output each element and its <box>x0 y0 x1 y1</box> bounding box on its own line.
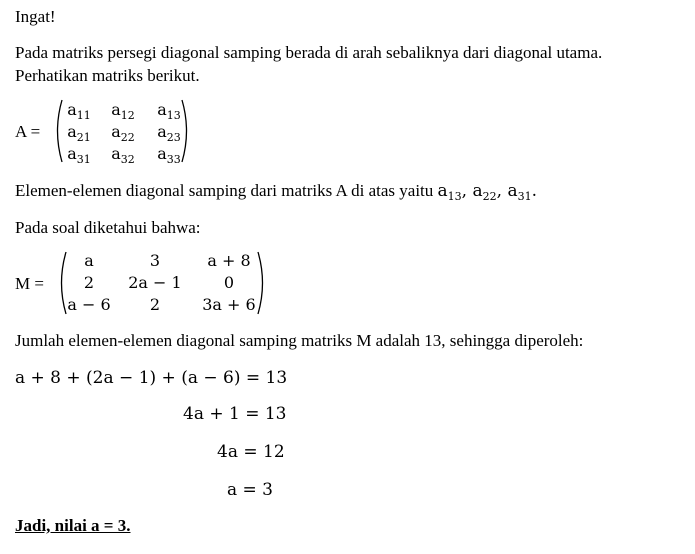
intro-line-1: Pada matriks persegi diagonal samping berada di arah sebaliknya dari diagonal utama. <box>15 43 603 62</box>
matrix-a-cell-22: $a_{22}$ <box>111 122 135 144</box>
step-1: a + 8 + (2a − 1) + (a − 6) = 13 <box>15 368 288 388</box>
step-3: 4a = 12 <box>217 442 285 462</box>
intro-line-2: Perhatikan matriks berikut. <box>15 66 200 85</box>
step-2: 4a + 1 = 13 <box>183 404 287 424</box>
anti-diagonal-elements: $a_{13}$, $a_{22}$, $a_{31}$. <box>437 181 537 203</box>
matrix-m-cell-11: a <box>84 251 94 270</box>
matrix-m-cell-23: 0 <box>223 273 235 292</box>
matrix-m-cell-22: 2a − 1 <box>128 273 182 292</box>
matrix-a-cell-21: $a_{21}$ <box>67 122 91 144</box>
matrix-a-cell-13: $a_{13}$ <box>157 100 181 122</box>
known-text: Pada soal diketahui bahwa: <box>15 218 201 237</box>
step-4: a = 3 <box>227 480 274 500</box>
matrix-a-cell-12: $a_{12}$ <box>111 100 135 122</box>
elements-sentence: Elemen-elemen diagonal samping dari matriks A di atas yaitu $a_{13}$, $a_{22}$, $a_{31}$. <box>15 181 537 203</box>
conclusion: Jadi, nilai a = 3. <box>15 516 131 535</box>
sum-sentence: Jumlah elemen-elemen diagonal samping matriks M adalah 13, sehingga diperoleh: <box>15 331 584 350</box>
matrix-m-cell-21: 2 <box>83 273 95 292</box>
heading: Ingat! <box>15 7 56 26</box>
matrix-m-cell-31: a − 6 <box>67 295 111 314</box>
matrix-a-cell-33: $a_{33}$ <box>157 144 181 166</box>
matrix-a-cell-11: $a_{11}$ <box>67 100 91 122</box>
matrix-a-cell-32: $a_{32}$ <box>111 144 135 166</box>
matrix-a-cell-31: $a_{31}$ <box>67 144 91 166</box>
matrix-m-label: M = <box>15 274 44 293</box>
matrix-m-cell-33: 3a + 6 <box>202 295 256 314</box>
matrix-a-cell-23: $a_{23}$ <box>157 122 181 144</box>
matrix-a-label: A = <box>15 122 41 141</box>
matrix-m-cell-13: a + 8 <box>207 251 251 270</box>
matrix-m-cell-12: 3 <box>149 251 161 270</box>
matrix-m-cell-32: 2 <box>149 295 161 314</box>
